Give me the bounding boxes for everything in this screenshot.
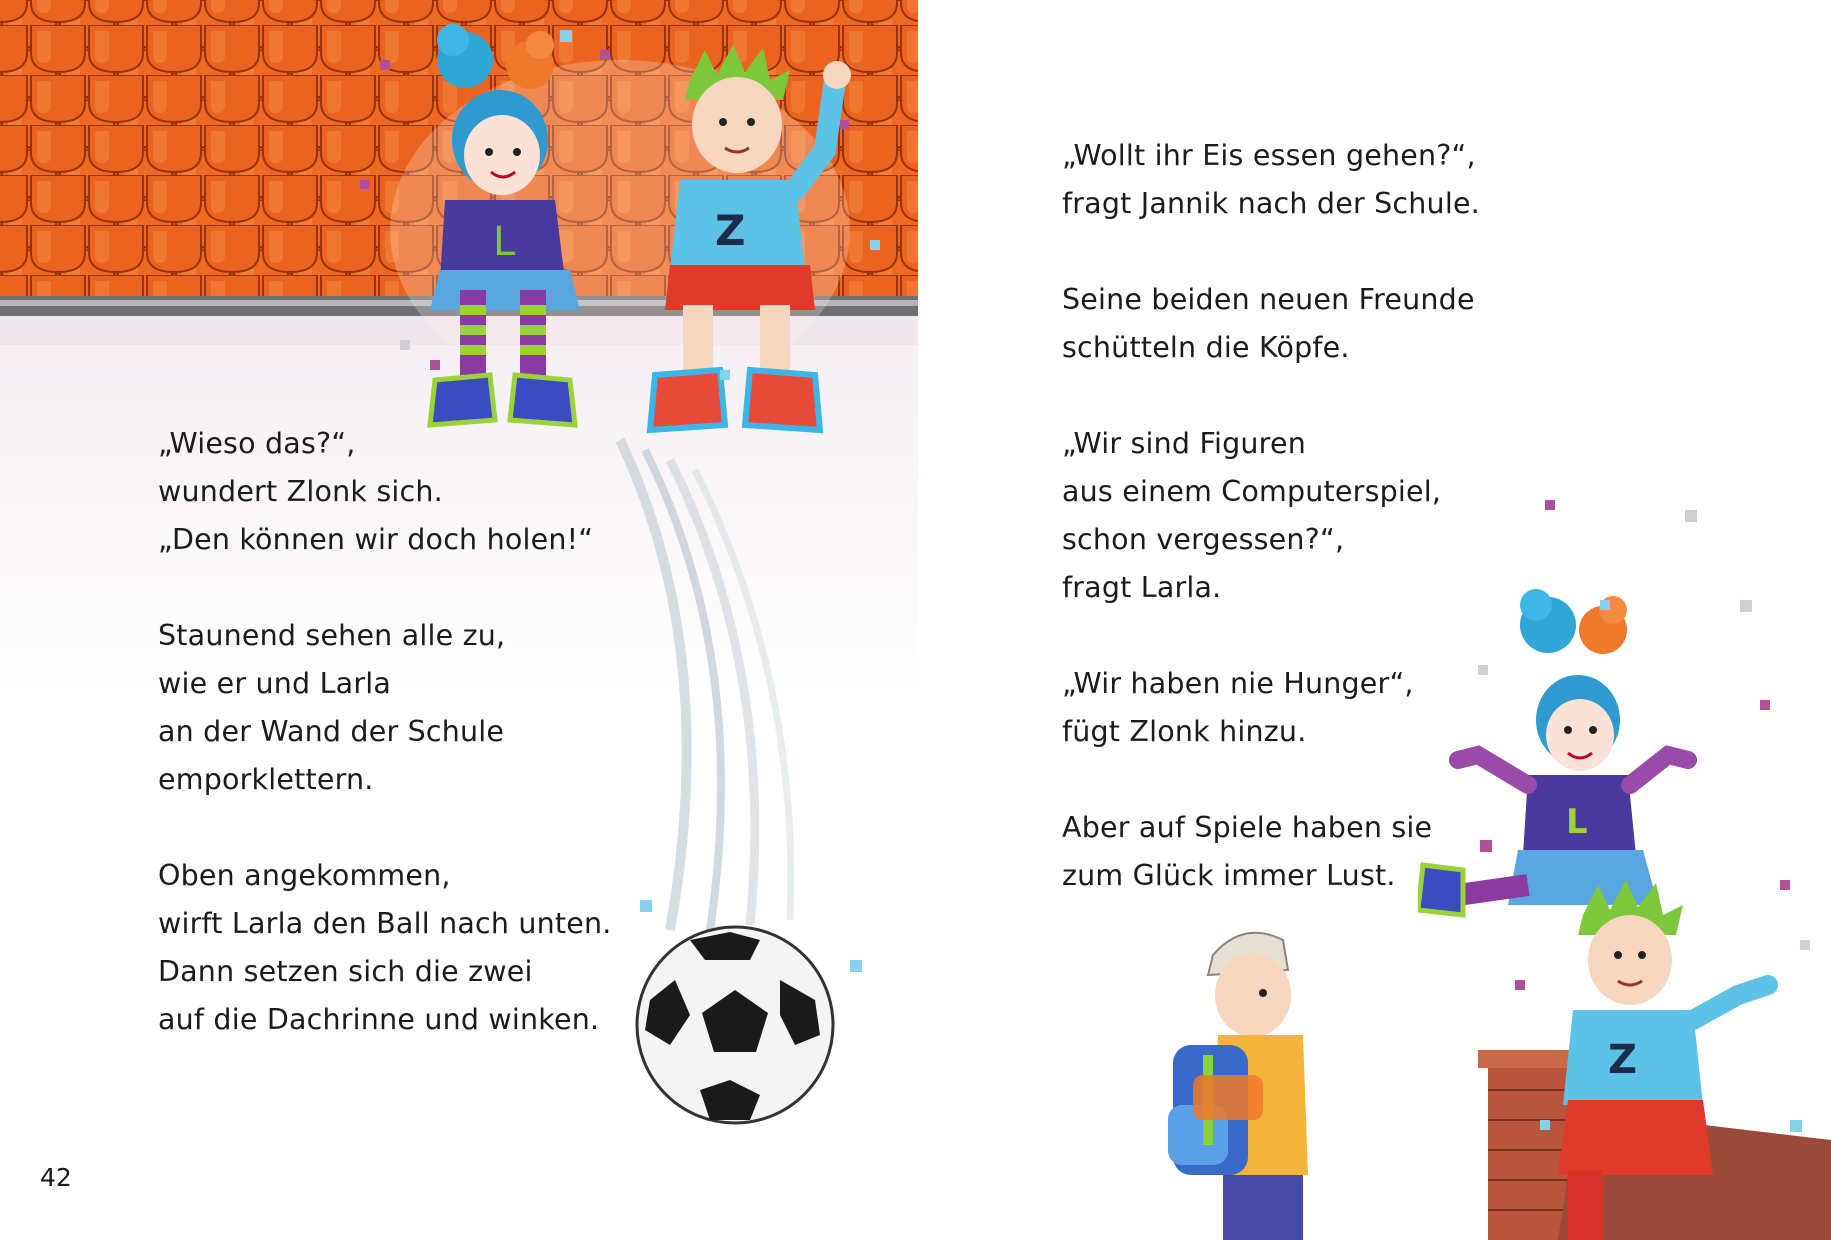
- jannik-illustration: [1163, 915, 1313, 1240]
- left-page-text: [158, 420, 612, 1092]
- text-line: Dann setzen sich die zwei: [158, 955, 533, 988]
- text-line: Oben angekommen,: [158, 859, 451, 892]
- right-page-text: [1062, 132, 1480, 948]
- text-line: „Den können wir doch holen!“: [158, 523, 594, 556]
- larla-sitting-illustration: [405, 20, 605, 450]
- text-line: „Wieso das?“,: [158, 427, 356, 460]
- right-paragraph-1: [1062, 132, 1480, 228]
- text-line: schon vergessen?“,: [1062, 523, 1345, 556]
- text-line: schütteln die Köpfe.: [1062, 331, 1350, 364]
- text-line: wundert Zlonk sich.: [158, 475, 443, 508]
- text-line: auf die Dachrinne und winken.: [158, 1003, 600, 1036]
- text-line: „Wir sind Figuren: [1062, 427, 1306, 460]
- zlonk-sitting-illustration: [645, 40, 855, 460]
- text-line: Seine beiden neuen Freunde: [1062, 283, 1475, 316]
- svg-text:L: L: [1566, 802, 1588, 842]
- svg-text:Z: Z: [715, 206, 746, 255]
- text-line: fragt Larla.: [1062, 571, 1222, 604]
- text-line: wie er und Larla: [158, 667, 392, 700]
- right-paragraph-5: [1062, 804, 1480, 900]
- text-line: aus einem Computerspiel,: [1062, 475, 1442, 508]
- text-line: „Wir haben nie Hunger“,: [1062, 667, 1414, 700]
- text-line: Staunend sehen alle zu,: [158, 619, 506, 652]
- svg-text:L: L: [493, 219, 516, 265]
- page-number: 42: [40, 1163, 72, 1192]
- left-paragraph-2: [158, 612, 612, 804]
- left-paragraph-3: [158, 852, 612, 1044]
- text-line: fügt Zlonk hinzu.: [1062, 715, 1307, 748]
- svg-text:Z: Z: [1608, 1037, 1638, 1083]
- text-line: zum Glück immer Lust.: [1062, 859, 1396, 892]
- text-line: Aber auf Spiele haben sie: [1062, 811, 1433, 844]
- right-paragraph-4: [1062, 660, 1480, 756]
- text-line: „Wollt ihr Eis essen gehen?“,: [1062, 139, 1476, 172]
- zlonk-shrugging-illustration: [1528, 875, 1788, 1240]
- right-paragraph-3: [1062, 420, 1480, 612]
- right-page: [918, 0, 1831, 1240]
- ball-motion-trail: [600, 430, 860, 950]
- text-line: wirft Larla den Ball nach unten.: [158, 907, 612, 940]
- text-line: an der Wand der Schule: [158, 715, 505, 748]
- text-line: emporklettern.: [158, 763, 374, 796]
- left-paragraph-1: [158, 420, 612, 564]
- soccer-ball-icon: [630, 920, 840, 1130]
- text-line: fragt Jannik nach der Schule.: [1062, 187, 1480, 220]
- right-paragraph-2: [1062, 276, 1480, 372]
